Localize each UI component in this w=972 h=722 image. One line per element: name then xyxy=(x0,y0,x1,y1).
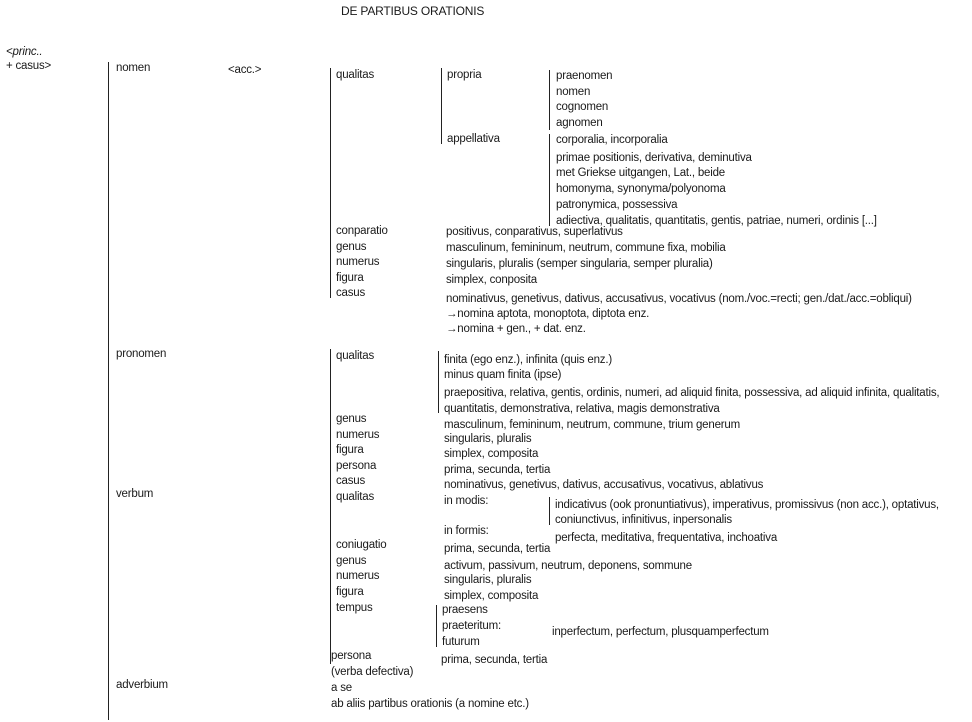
verbum-row-label: figura xyxy=(336,586,364,598)
verbum-row-value: singularis, pluralis xyxy=(444,574,532,586)
nomen-propria: propria xyxy=(447,69,482,81)
praeteritum-value: inperfectum, perfectum, plusquamperfectum xyxy=(552,626,769,638)
pronomen-row-label: casus xyxy=(336,475,366,487)
verbum-bracket-line xyxy=(330,491,331,664)
nomen-row-label: figura xyxy=(336,272,364,284)
casus-note: →nomina + gen., + dat. enz. xyxy=(446,323,586,335)
verbum-in-modis: in modis: xyxy=(444,495,489,507)
pronomen-qualitas-item: quantitatis, demonstrativa, relativa, magis demonstrativa xyxy=(444,403,720,415)
verbum-tempus: tempus xyxy=(336,602,373,614)
adverbium-item: a se xyxy=(331,682,352,694)
appellativa-item: corporalia, incorporalia xyxy=(556,134,668,146)
verbum-persona-value: prima, secunda, tertia xyxy=(441,654,548,666)
nomen-row-label: casus xyxy=(336,287,366,299)
propria-item: agnomen xyxy=(556,117,603,129)
verbum-row-value: prima, secunda, tertia xyxy=(444,543,551,555)
appellativa-item: homonyma, synonyma/polyonoma xyxy=(556,183,726,195)
acc-label: <acc.> xyxy=(228,64,262,76)
propria-item: cognomen xyxy=(556,101,609,113)
propria-item: praenomen xyxy=(556,70,613,82)
nomen-row-label: numerus xyxy=(336,256,380,268)
nomen-row-value: nominativus, genetivus, dativus, accusativus, vocativus (nom./voc.=recti; gen./dat./acc.=obliqui) xyxy=(446,293,912,305)
verbum-qualitas: qualitas xyxy=(336,491,375,503)
appellativa-item: primae positionis, derivativa, deminutiva xyxy=(556,152,752,164)
left-label-casus: + casus> xyxy=(6,60,52,72)
pronomen-bracket-line xyxy=(330,349,331,491)
verbum-defectiva: (verba defectiva) xyxy=(331,666,414,678)
appellativa-bracket-line xyxy=(549,134,550,226)
nomen-row-value: masculinum, femininum, neutrum, commune fixa, mobilia xyxy=(446,242,726,254)
part-pronomen: pronomen xyxy=(116,348,167,360)
tempus-item: praeteritum: xyxy=(442,620,501,632)
modis-item: coniunctivus, infinitivus, inpersonalis xyxy=(555,514,732,526)
appellativa-item: met Griekse uitgangen, Lat., beide xyxy=(556,167,726,179)
tempus-item: futurum xyxy=(442,636,480,648)
casus-note: →nomina aptota, monoptota, diptota enz. xyxy=(446,308,650,320)
pronomen-qualitas-bracket-line xyxy=(438,351,439,413)
verbum-row-value: activum, passivum, neutrum, deponens, sommune xyxy=(444,560,692,572)
nomen-qualitas: qualitas xyxy=(336,69,375,81)
nomen-row-label: genus xyxy=(336,241,367,253)
nomen-bracket-line xyxy=(330,68,331,298)
pronomen-qualitas-item: finita (ego enz.), infinita (quis enz.) xyxy=(444,354,612,366)
verbum-row-value: simplex, composita xyxy=(444,590,539,602)
tempus-bracket-line xyxy=(436,605,437,647)
appellativa-item: adiectiva, qualitatis, quantitatis, gentis, patriae, numeri, ordinis [...] xyxy=(556,215,877,227)
nomen-row-value: simplex, conposita xyxy=(446,274,537,286)
modis-bracket-line xyxy=(549,497,550,525)
appellativa-item: patronymica, possessiva xyxy=(556,199,678,211)
nomen-appellativa: appellativa xyxy=(447,133,500,145)
formis-value: perfecta, meditativa, frequentativa, inchoativa xyxy=(555,532,778,544)
pronomen-qualitas-item: minus quam finita (ipse) xyxy=(444,369,562,381)
propria-bracket-line xyxy=(549,70,550,130)
pronomen-qualitas-item: praepositiva, relativa, gentis, ordinis, numeri, ad aliquid finita, possessiva, ad aliquid infinita, qualitatis, xyxy=(444,387,940,399)
verbum-row-label: numerus xyxy=(336,570,380,582)
pronomen-row-label: genus xyxy=(336,413,367,425)
tempus-item: praesens xyxy=(442,604,488,616)
modis-item: indicativus (ook pronuntiativus), imperativus, promissivus (non acc.), optativus, xyxy=(555,499,939,511)
propria-item: nomen xyxy=(556,86,591,98)
pronomen-row-value: simplex, composita xyxy=(444,448,539,460)
parts-bracket-line xyxy=(108,62,109,720)
pronomen-row-value: masculinum, femininum, neutrum, commune, trium generum xyxy=(444,419,740,431)
nomen-row-value: positivus, conparativus, superlativus xyxy=(446,226,623,238)
part-verbum: verbum xyxy=(116,488,154,500)
verbum-persona: persona xyxy=(331,650,372,662)
pronomen-row-value: prima, secunda, tertia xyxy=(444,464,551,476)
pronomen-row-label: numerus xyxy=(336,429,380,441)
qualitas-bracket-line xyxy=(441,68,442,144)
left-label-princ: <princ.. xyxy=(6,46,43,58)
part-nomen: nomen xyxy=(116,62,151,74)
part-adverbium: adverbium xyxy=(116,679,168,691)
pronomen-row-value: singularis, pluralis xyxy=(444,433,532,445)
pronomen-row-label: figura xyxy=(336,444,364,456)
adverbium-item: ab aliis partibus orationis (a nomine etc.) xyxy=(331,698,529,710)
verbum-in-formis: in formis: xyxy=(444,525,489,537)
pronomen-qualitas: qualitas xyxy=(336,350,375,362)
nomen-row-value: singularis, pluralis (semper singularia, semper pluralia) xyxy=(446,258,713,270)
pronomen-row-label: persona xyxy=(336,460,377,472)
nomen-row-label: conparatio xyxy=(336,225,388,237)
page-title: DE PARTIBUS ORATIONIS xyxy=(341,4,485,18)
pronomen-row-value: nominativus, genetivus, dativus, accusativus, vocativus, ablativus xyxy=(444,479,764,491)
verbum-row-label: genus xyxy=(336,555,367,567)
verbum-row-label: coniugatio xyxy=(336,539,387,551)
